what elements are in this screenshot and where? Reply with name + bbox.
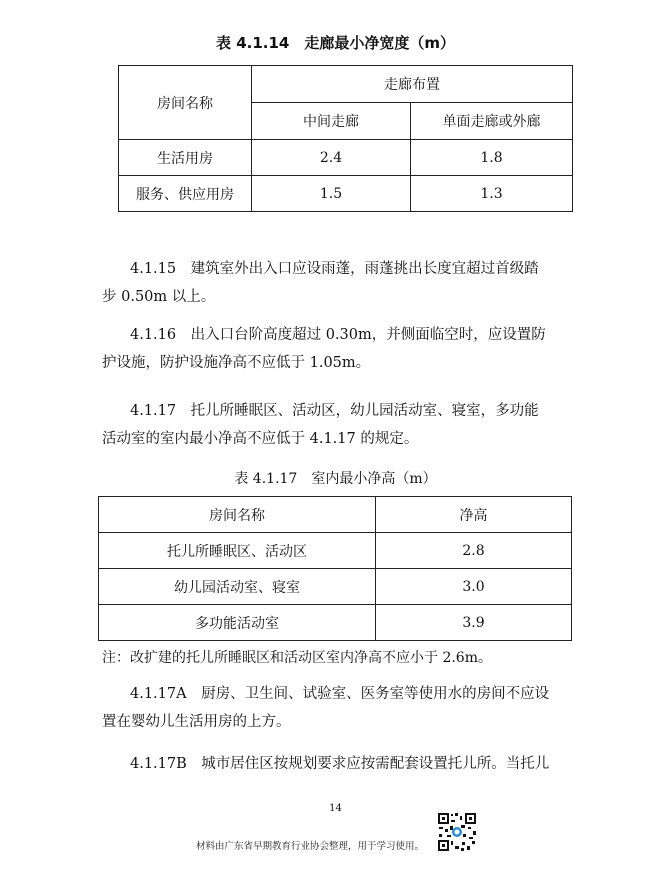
row-name: 多功能活动室 bbox=[99, 605, 376, 641]
row-height-value: 2.8 bbox=[376, 533, 572, 569]
header-corridor-layout: 走廊布置 bbox=[252, 66, 573, 103]
clause-line: 步 0.50m 以上。 bbox=[102, 289, 216, 305]
table-row bbox=[119, 140, 573, 176]
row-single-value: 1.3 bbox=[411, 176, 573, 212]
clause-line: 活动室的室内最小净高不应低于 4.1.17 的规定。 bbox=[102, 431, 419, 447]
table-note: 注：改扩建的托儿所睡眠区和活动区室内净高不应小于 2.6m。 bbox=[102, 650, 492, 666]
header-room-name: 房间名称 bbox=[119, 66, 252, 140]
page-number: 14 bbox=[329, 803, 342, 814]
table-4-1-17-caption: 表 4.1.17 室内最小净高（m） bbox=[234, 471, 437, 487]
clause-4-1-17a bbox=[102, 680, 577, 736]
clause-4-1-15 bbox=[102, 255, 577, 311]
row-height-value: 3.0 bbox=[376, 569, 572, 605]
row-name: 幼儿园活动室、寝室 bbox=[99, 569, 376, 605]
header-middle-corridor: 中间走廊 bbox=[252, 103, 411, 140]
row-name: 生活用房 bbox=[119, 140, 252, 176]
clause-line: 护设施，防护设施净高不应低于 1.05m。 bbox=[102, 355, 371, 371]
row-single-value: 1.8 bbox=[411, 140, 573, 176]
table-row bbox=[99, 569, 572, 605]
row-height-value: 3.9 bbox=[376, 605, 572, 641]
clause-line: 置在婴幼儿生活用房的上方。 bbox=[102, 714, 291, 730]
qr-code-icon bbox=[437, 812, 477, 852]
clause-4-1-17b bbox=[102, 750, 577, 778]
row-name: 服务、供应用房 bbox=[119, 176, 252, 212]
header-room-name: 房间名称 bbox=[99, 497, 376, 533]
clause-line: 4.1.16 出入口台阶高度超过 0.30m，并侧面临空时，应设置防 bbox=[130, 327, 546, 343]
corridor-width-table bbox=[118, 65, 573, 212]
row-middle-value: 1.5 bbox=[252, 176, 411, 212]
footer-note: 材料由广东省早期教育行业协会整理，用于学习使用。 bbox=[196, 841, 425, 852]
table-4-1-14-caption: 表 4.1.14 走廊最小净宽度（m） bbox=[216, 34, 455, 52]
table-row bbox=[119, 176, 573, 212]
clause-line: 4.1.17 托儿所睡眠区、活动区，幼儿园活动室、寝室，多功能 bbox=[130, 403, 539, 419]
clause-line: 4.1.17B 城市居住区按规划要求应按需配套设置托儿所。当托儿 bbox=[130, 756, 550, 772]
clause-line: 4.1.15 建筑室外出入口应设雨蓬，雨蓬挑出长度宜超过首级踏 bbox=[130, 261, 539, 277]
row-name: 托儿所睡眠区、活动区 bbox=[99, 533, 376, 569]
header-single-corridor: 单面走廊或外廊 bbox=[411, 103, 573, 140]
clause-4-1-17 bbox=[102, 397, 577, 453]
indoor-height-table bbox=[98, 496, 572, 641]
clause-4-1-16 bbox=[102, 321, 577, 377]
clause-line: 4.1.17A 厨房、卫生间、试验室、医务室等使用水的房间不应设 bbox=[130, 686, 550, 702]
row-middle-value: 2.4 bbox=[252, 140, 411, 176]
table-row bbox=[99, 605, 572, 641]
header-clear-height: 净高 bbox=[376, 497, 572, 533]
table-row bbox=[99, 533, 572, 569]
